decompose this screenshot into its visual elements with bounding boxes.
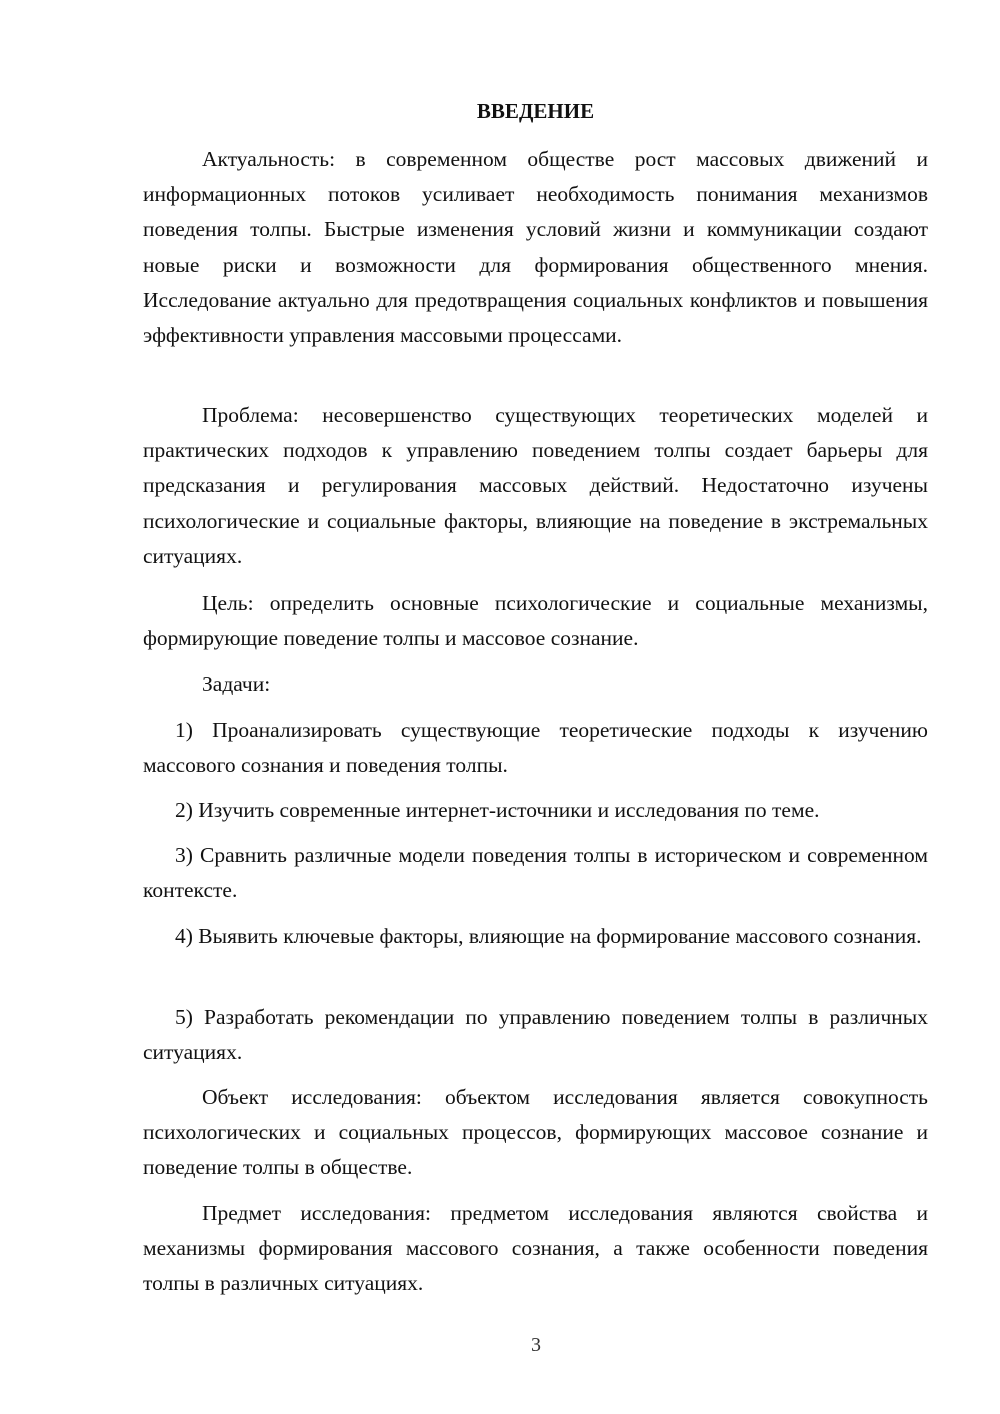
goal-paragraph: Цель: определить основные психологические и социальные механизмы, формирующие поведение толпы и массовое сознание. [143, 591, 928, 651]
page-title: ВВЕДЕНИЕ [476, 99, 595, 123]
task-item-1: 1) Проанализировать существующие теоретические подходы к изучению массового сознания и поведения толпы. [143, 718, 928, 778]
task-item-2: 2) Изучить современные интернет-источники и исследования по теме. [175, 798, 820, 822]
task-item-3: 3) Сравнить различные модели поведения толпы в историческом и современном контексте. [143, 843, 928, 903]
task-item-4: 4) Выявить ключевые факторы, влияющие на формирование массового сознания. [175, 924, 922, 948]
problem-paragraph: Проблема: несовершенство существующих теоретических моделей и практических подходов к управлению поведением толпы создает барьеры для предсказания и регулирования массовых действий. Недостаточно изучены психологические и социальные факторы, влияющие на поведение в экстремальных ситуациях. [143, 403, 928, 568]
page-number: 3 [531, 1334, 541, 1356]
task-item-5: 5) Разработать рекомендации по управлению поведением толпы в различных ситуациях. [143, 1005, 928, 1065]
subject-paragraph: Предмет исследования: предметом исследования являются свойства и механизмы формирования массового сознания, а также особенности поведения толпы в различных ситуациях. [143, 1201, 928, 1296]
relevance-paragraph: Актуальность: в современном обществе рост массовых движений и информационных потоков усиливает необходимость понимания механизмов поведения толпы. Быстрые изменения условий жизни и коммуникации создают новые риски и возможности для формирования общественного мнения. Исследование актуально для предотвращения социальных конфликтов и повышения эффективности управления массовыми процессами. [143, 147, 928, 348]
object-paragraph: Объект исследования: объектом исследования является совокупность психологических и социальных процессов, формирующих массовое сознание и поведение толпы в обществе. [143, 1085, 928, 1180]
tasks-label: Задачи: [202, 672, 271, 696]
